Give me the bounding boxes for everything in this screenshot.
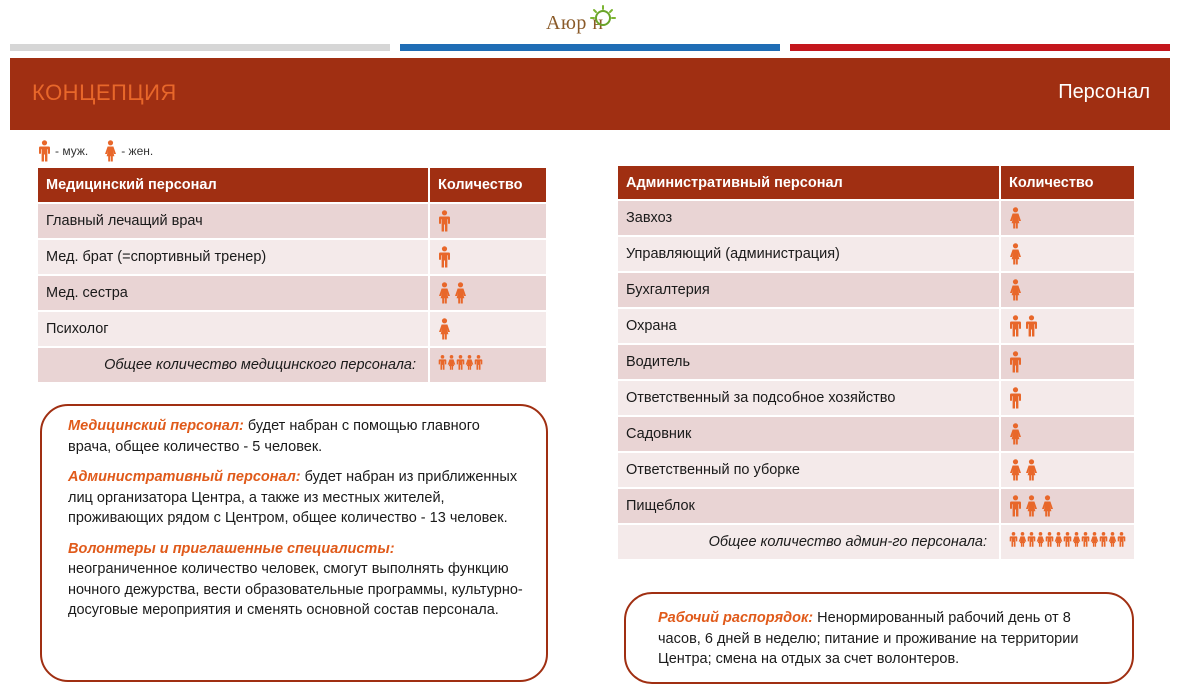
admin-role-name: Садовник — [618, 415, 1001, 451]
sun-leaf-icon — [590, 4, 616, 30]
admin-role-count — [1001, 271, 1134, 307]
admin-header-name: Административный персонал — [618, 166, 1001, 199]
staff-notes-box — [40, 404, 548, 682]
table-row — [618, 307, 1134, 343]
admin-total-label: Общее количество админ-го персонала: — [618, 523, 1001, 559]
table-row — [618, 199, 1134, 235]
male-person-icon — [1009, 387, 1022, 409]
table-row — [618, 451, 1134, 487]
admin-role-name: Завхоз — [618, 199, 1001, 235]
admin-staff-table — [618, 166, 1134, 559]
table-row — [618, 343, 1134, 379]
person-group-icon — [1027, 531, 1036, 553]
female-person-icon — [438, 282, 451, 304]
male-person-icon — [1025, 315, 1038, 337]
person-group-icon — [447, 354, 456, 376]
note-medical-title: Медицинский персонал: — [68, 418, 244, 434]
medical-role-count — [430, 202, 546, 238]
female-person-icon — [454, 282, 467, 304]
section-label: КОНЦЕПЦИЯ — [32, 80, 177, 105]
female-person-icon — [1025, 459, 1038, 481]
medical-role-name: Мед. сестра — [38, 274, 430, 310]
female-person-icon — [1009, 243, 1022, 265]
note-volunteers — [68, 539, 524, 621]
stripe-grey — [10, 44, 390, 51]
note-admin — [68, 467, 524, 529]
table-row — [38, 238, 546, 274]
male-person-icon — [438, 210, 451, 232]
male-person-icon — [438, 246, 451, 268]
table-row — [618, 271, 1134, 307]
schedule-text: Ненормированный рабочий день от 8 часов, 6 дней в неделю; питание и проживание на территории Центра; смена на отдых за счет волонтеров. — [658, 610, 1079, 667]
person-group-icon — [1018, 531, 1027, 553]
medical-total-label: Общее количество медицинского персонала: — [38, 346, 430, 382]
medical-role-name: Главный лечащий врач — [38, 202, 430, 238]
header-banner — [10, 58, 1170, 130]
male-person-icon — [1009, 315, 1022, 337]
female-person-icon — [104, 140, 117, 162]
person-group-icon — [1108, 531, 1117, 553]
admin-total-count — [1001, 523, 1134, 559]
table-row — [618, 235, 1134, 271]
male-person-icon — [1009, 351, 1022, 373]
admin-role-count — [1001, 307, 1134, 343]
person-group-icon — [1054, 531, 1063, 553]
note-medical-text: будет набран с помощью главного врача, общее количество - 5 человек. — [68, 418, 480, 455]
medical-header-count: Количество — [430, 168, 546, 202]
female-person-icon — [1041, 495, 1054, 517]
note-volunteers-title: Волонтеры и приглашенные специалисты: — [68, 540, 395, 557]
person-group-icon — [1117, 531, 1126, 553]
person-group-icon — [1099, 531, 1108, 553]
medical-header-name: Медицинский персонал — [38, 168, 430, 202]
female-person-icon — [1025, 495, 1038, 517]
admin-role-name: Бухгалтерия — [618, 271, 1001, 307]
work-schedule-box — [624, 592, 1134, 684]
admin-role-name: Водитель — [618, 343, 1001, 379]
admin-role-name: Охрана — [618, 307, 1001, 343]
admin-role-name: Управляющий (администрация) — [618, 235, 1001, 271]
person-group-icon — [1009, 531, 1018, 553]
female-person-icon — [1009, 423, 1022, 445]
admin-role-count — [1001, 487, 1134, 523]
admin-role-count — [1001, 415, 1134, 451]
note-volunteers-text: неограниченное количество человек, смогут выполнять функцию ночного дежурства, вести образовательные программы, культурно-досуговые мероприятия и сменять основной состав персонала. — [68, 561, 523, 618]
medical-role-count — [430, 238, 546, 274]
male-person-icon — [38, 140, 51, 162]
medical-role-count — [430, 310, 546, 346]
table-row — [38, 274, 546, 310]
medical-role-count — [430, 274, 546, 310]
schedule-title: Рабочий распорядок: — [658, 610, 814, 626]
male-person-icon — [1009, 495, 1022, 517]
medical-role-name: Мед. брат (=спортивный тренер) — [38, 238, 430, 274]
medical-total-count — [430, 346, 546, 382]
stripe-red — [790, 44, 1170, 51]
admin-header-count: Количество — [1001, 166, 1134, 199]
person-group-icon — [1063, 531, 1072, 553]
person-group-icon — [474, 354, 483, 376]
admin-role-count — [1001, 451, 1134, 487]
note-admin-title: Административный персонал: — [68, 469, 301, 485]
logo-text: Аюр н — [546, 12, 604, 34]
person-group-icon — [438, 354, 447, 376]
admin-role-name: Ответственный по уборке — [618, 451, 1001, 487]
table-row — [38, 310, 546, 346]
stripe-blue — [400, 44, 780, 51]
medical-staff-table — [38, 168, 546, 382]
female-person-icon — [1009, 207, 1022, 229]
person-group-icon — [465, 354, 474, 376]
medical-role-name: Психолог — [38, 310, 430, 346]
admin-role-count — [1001, 235, 1134, 271]
admin-total-row — [618, 523, 1134, 559]
page-title: Персонал — [1058, 81, 1150, 103]
note-admin-text: будет набран из приближенных лиц организатора Центра, а также из местных жителей, проживающих рядом с Центром, общее количество - 13 человек. — [68, 469, 518, 526]
table-row — [618, 415, 1134, 451]
table-row — [618, 379, 1134, 415]
admin-role-count — [1001, 379, 1134, 415]
admin-role-name: Пищеблок — [618, 487, 1001, 523]
logo — [546, 4, 646, 38]
female-person-icon — [438, 318, 451, 340]
gender-legend — [38, 140, 153, 162]
table-row — [38, 202, 546, 238]
person-group-icon — [456, 354, 465, 376]
female-person-icon — [1009, 279, 1022, 301]
admin-role-name: Ответственный за подсобное хозяйство — [618, 379, 1001, 415]
person-group-icon — [1072, 531, 1081, 553]
medical-total-row — [38, 346, 546, 382]
table-row — [618, 487, 1134, 523]
person-group-icon — [1045, 531, 1054, 553]
female-person-icon — [1009, 459, 1022, 481]
note-medical — [68, 416, 524, 457]
legend-male-label: - муж. — [55, 144, 89, 158]
admin-role-count — [1001, 343, 1134, 379]
admin-role-count — [1001, 199, 1134, 235]
person-group-icon — [1090, 531, 1099, 553]
person-group-icon — [1036, 531, 1045, 553]
legend-female-label: - жен. — [121, 144, 154, 158]
person-group-icon — [1081, 531, 1090, 553]
